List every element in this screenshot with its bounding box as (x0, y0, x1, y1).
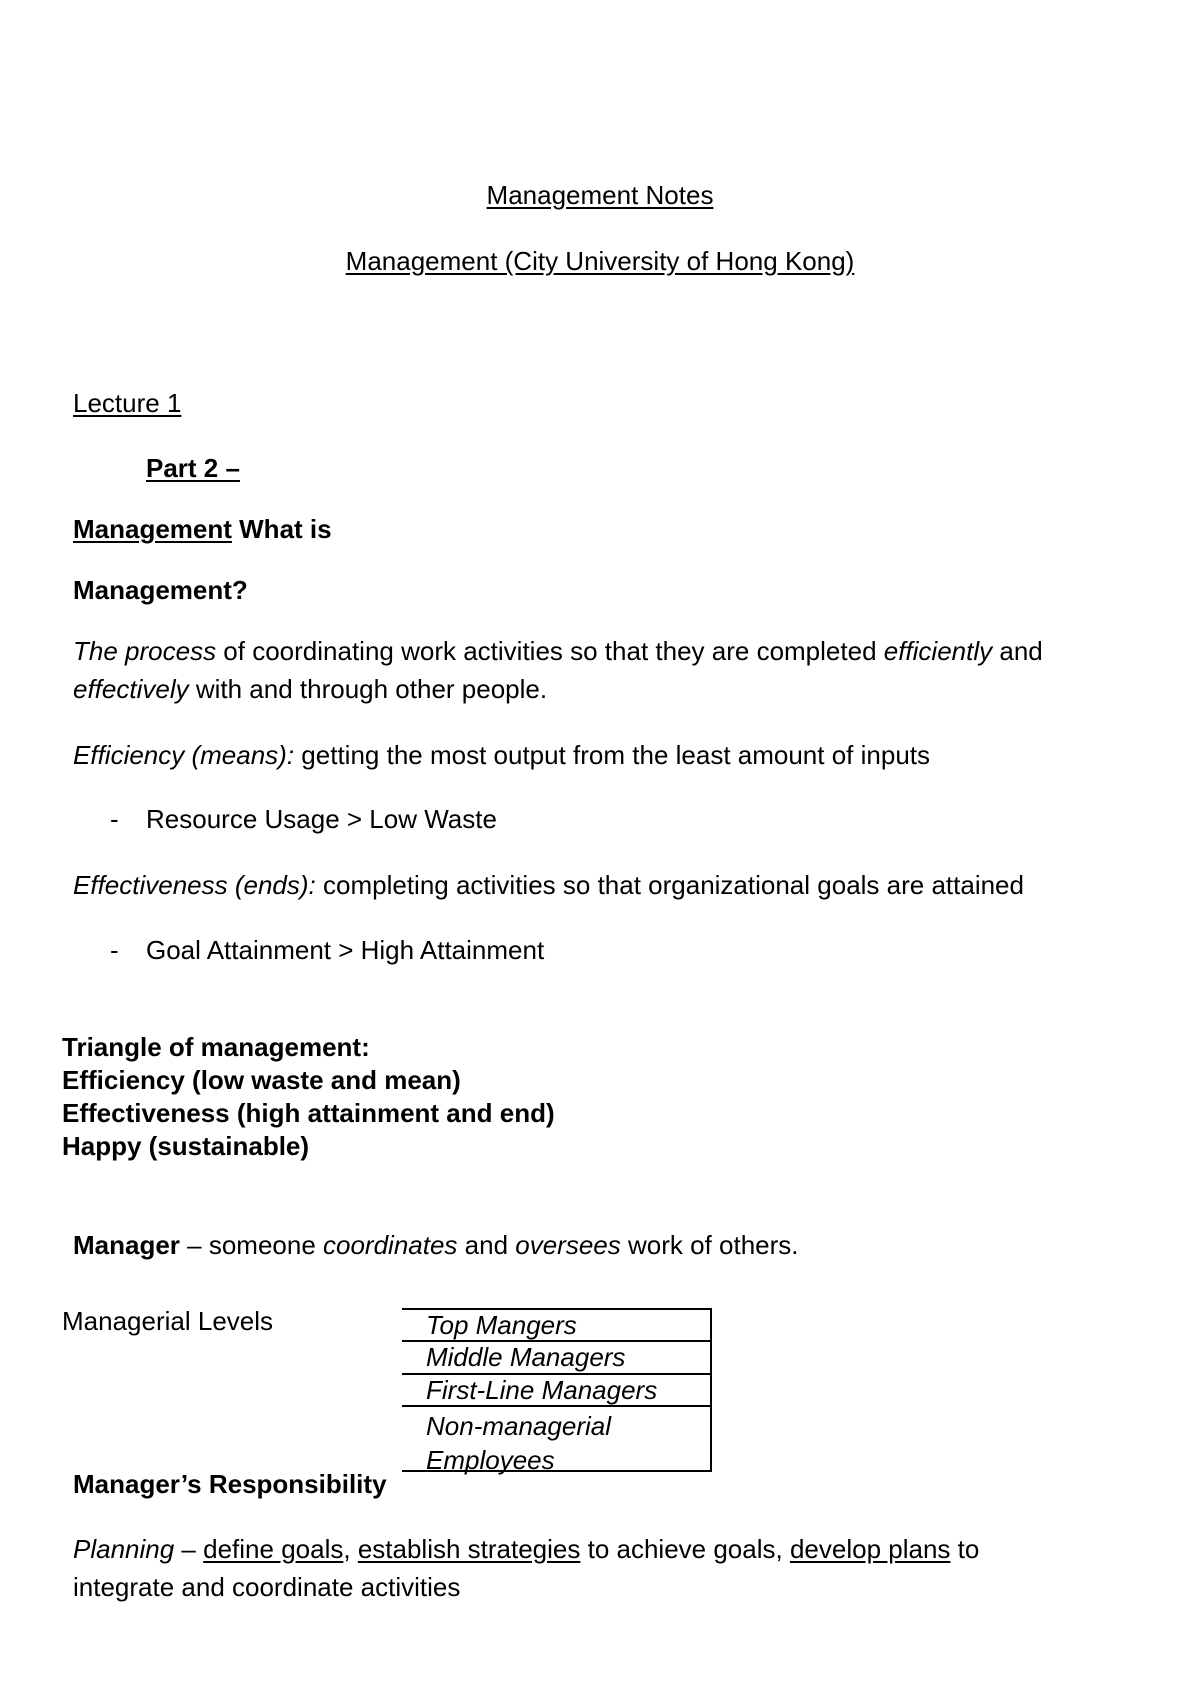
planning-comma: , (343, 1534, 358, 1564)
effectiveness-bullet: Goal Attainment > High Attainment (146, 935, 545, 965)
definition-text2: and (992, 636, 1043, 666)
planning-establish-strategies: establish strategies (357, 1534, 581, 1564)
effectiveness-line (73, 870, 1024, 900)
definition-text3: with and through other people. (188, 674, 548, 704)
bullet-dash: - (110, 935, 119, 965)
managerial-levels-table (402, 1308, 712, 1475)
part-heading: Part 2 – (146, 453, 240, 483)
effectiveness-label: Effectiveness (ends): (73, 870, 316, 900)
managerial-levels-label: Managerial Levels (62, 1306, 274, 1336)
definition-text1: of coordinating work activities so that they are completed (216, 636, 884, 666)
efficiency-text: getting the most output from the least amount of inputs (294, 740, 930, 770)
definition-italic2: efficiently (883, 636, 993, 666)
section-title-line2: Management? (73, 575, 248, 605)
triangle-line-happy: Happy (sustainable) (62, 1131, 310, 1161)
triangle-line-effectiveness: Effectiveness (high attainment and end) (62, 1098, 555, 1128)
responsibility-heading: Manager’s Responsibility (73, 1469, 387, 1499)
level-middle-managers: Middle Managers (402, 1342, 710, 1375)
planning-label: Planning (73, 1534, 175, 1564)
planning-line1 (73, 1534, 979, 1564)
document-subtitle: Management (City University of Hong Kong) (345, 246, 855, 276)
manager-italic1: coordinates (323, 1230, 458, 1260)
triangle-line-efficiency: Efficiency (low waste and mean) (62, 1065, 461, 1095)
efficiency-line (73, 740, 930, 770)
section-title (73, 514, 332, 544)
effectiveness-text: completing activities so that organizational goals are attained (315, 870, 1024, 900)
planning-line2: integrate and coordinate activities (73, 1572, 461, 1602)
definition-italic3: effectively (73, 674, 189, 704)
planning-define-goals: define goals (203, 1534, 344, 1564)
manager-text2: and (457, 1230, 516, 1260)
bullet-dash: - (110, 804, 119, 834)
planning-develop-plans: develop plans (789, 1534, 951, 1564)
manager-label: Manager (73, 1230, 180, 1260)
planning-dash: – (174, 1534, 204, 1564)
lecture-heading: Lecture 1 (73, 388, 182, 418)
section-title-underlined: Management (73, 514, 232, 544)
manager-definition (73, 1230, 799, 1260)
level-first-line-managers: First-Line Managers (402, 1375, 710, 1407)
definition-italic1: The process (73, 636, 217, 666)
planning-text1: to achieve goals, (580, 1534, 790, 1564)
definition-line1 (73, 636, 1043, 666)
level-non-managerial-employees: Non-managerial Employees (426, 1411, 611, 1475)
level-top-managers: Top Mangers (402, 1310, 710, 1342)
section-title-rest: What is (231, 514, 332, 544)
manager-text3: work of others. (620, 1230, 799, 1260)
manager-italic2: oversees (515, 1230, 621, 1260)
efficiency-label: Efficiency (means): (73, 740, 295, 770)
efficiency-bullet: Resource Usage > Low Waste (146, 804, 497, 834)
definition-line2 (73, 674, 547, 704)
planning-text2: to (950, 1534, 980, 1564)
triangle-heading: Triangle of management: (62, 1032, 370, 1062)
document-title: Management Notes (486, 180, 714, 210)
manager-text1: – someone (179, 1230, 324, 1260)
